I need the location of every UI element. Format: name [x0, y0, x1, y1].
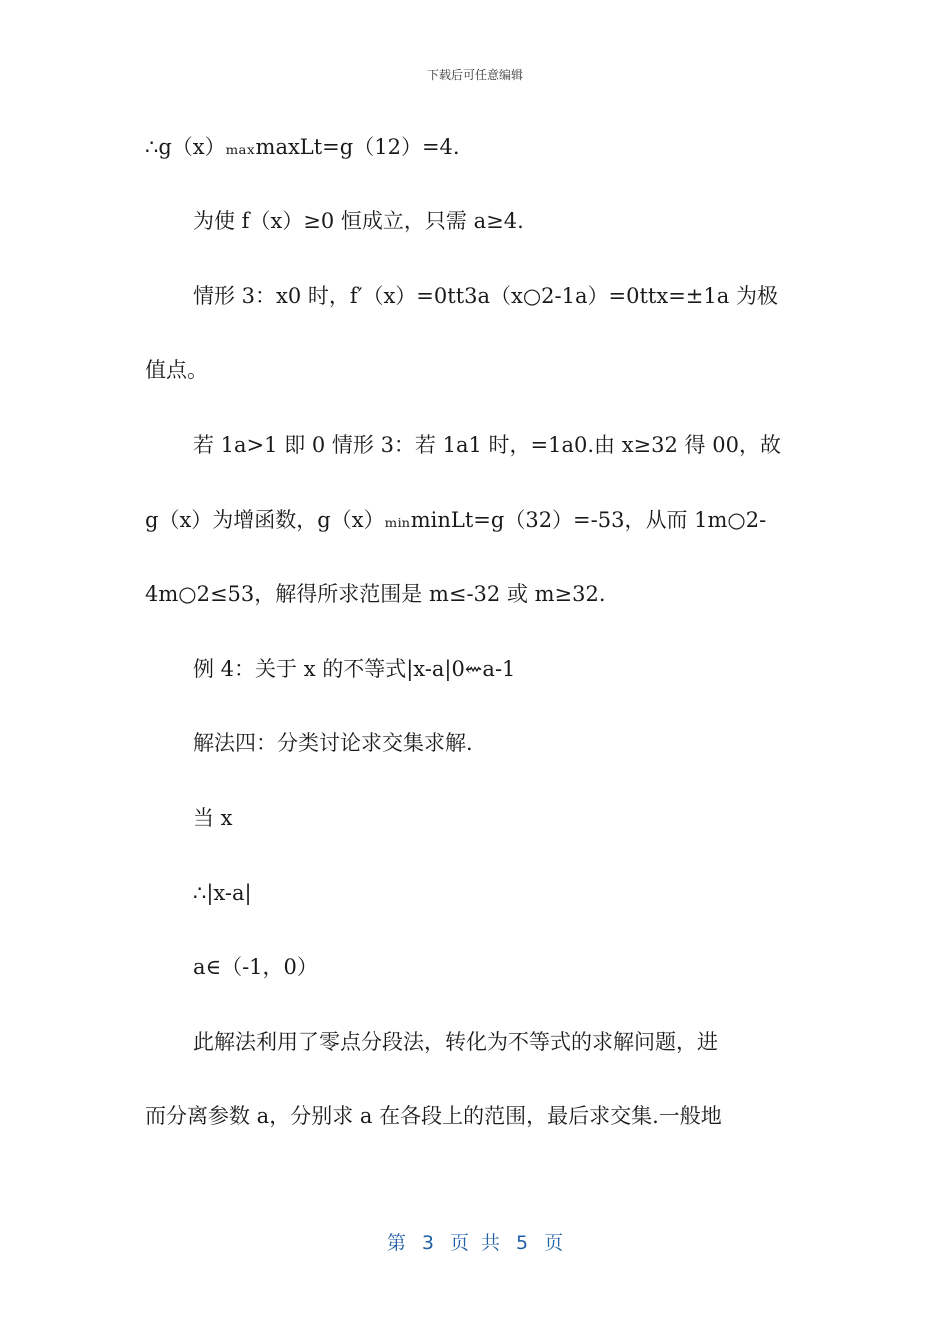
text-line-8: 例 4：关于 x 的不等式|x-a|0⇜a-1: [193, 657, 516, 681]
text-line-5: 若 1a>1 即 0 情形 3：若 1a1 时，=1a0.由 x≥32 得 00，故: [193, 433, 781, 457]
text-line-7: 4m○2≤53，解得所求范围是 m≤-32 或 m≥32.: [145, 582, 606, 606]
page-header: 下载后可任意编辑: [426, 68, 523, 82]
text-line-6: g（x）为增函数，g（x）ₘᵢₙminLt=g（32）=-53，从而 1m○2-: [145, 508, 767, 532]
text-line-9: 解法四：分类讨论求交集求解.: [193, 731, 473, 755]
text-line-13: 此解法利用了零点分段法，转化为不等式的求解问题，进: [193, 1030, 718, 1054]
footer-total-pages: 5: [516, 1232, 529, 1254]
text-line-11: ∴|x-a|: [193, 881, 252, 905]
text-line-12: a∈（-1，0）: [193, 955, 318, 979]
footer-page-number: 3: [421, 1232, 434, 1254]
text-line-10: 当 x: [193, 806, 233, 830]
text-line-4: 值点。: [145, 358, 208, 382]
text-line-1: ∴g（x）ₘₐₓmaxLt=g（12）=4.: [145, 135, 460, 159]
text-line-3: 情形 3：x0 时，f′（x）=0tt3a（x○2-1a）=0ttx=±1a 为极: [193, 284, 778, 308]
page-footer: [0, 1228, 950, 1255]
text-line-2: 为使 f（x）≥0 恒成立，只需 a≥4.: [193, 209, 524, 233]
footer-suffix: 页: [544, 1232, 564, 1254]
footer-prefix: 第: [386, 1232, 406, 1254]
text-line-14: 而分离参数 a，分别求 a 在各段上的范围，最后求交集.一般地: [145, 1104, 722, 1128]
footer-middle: 页 共: [449, 1232, 501, 1254]
